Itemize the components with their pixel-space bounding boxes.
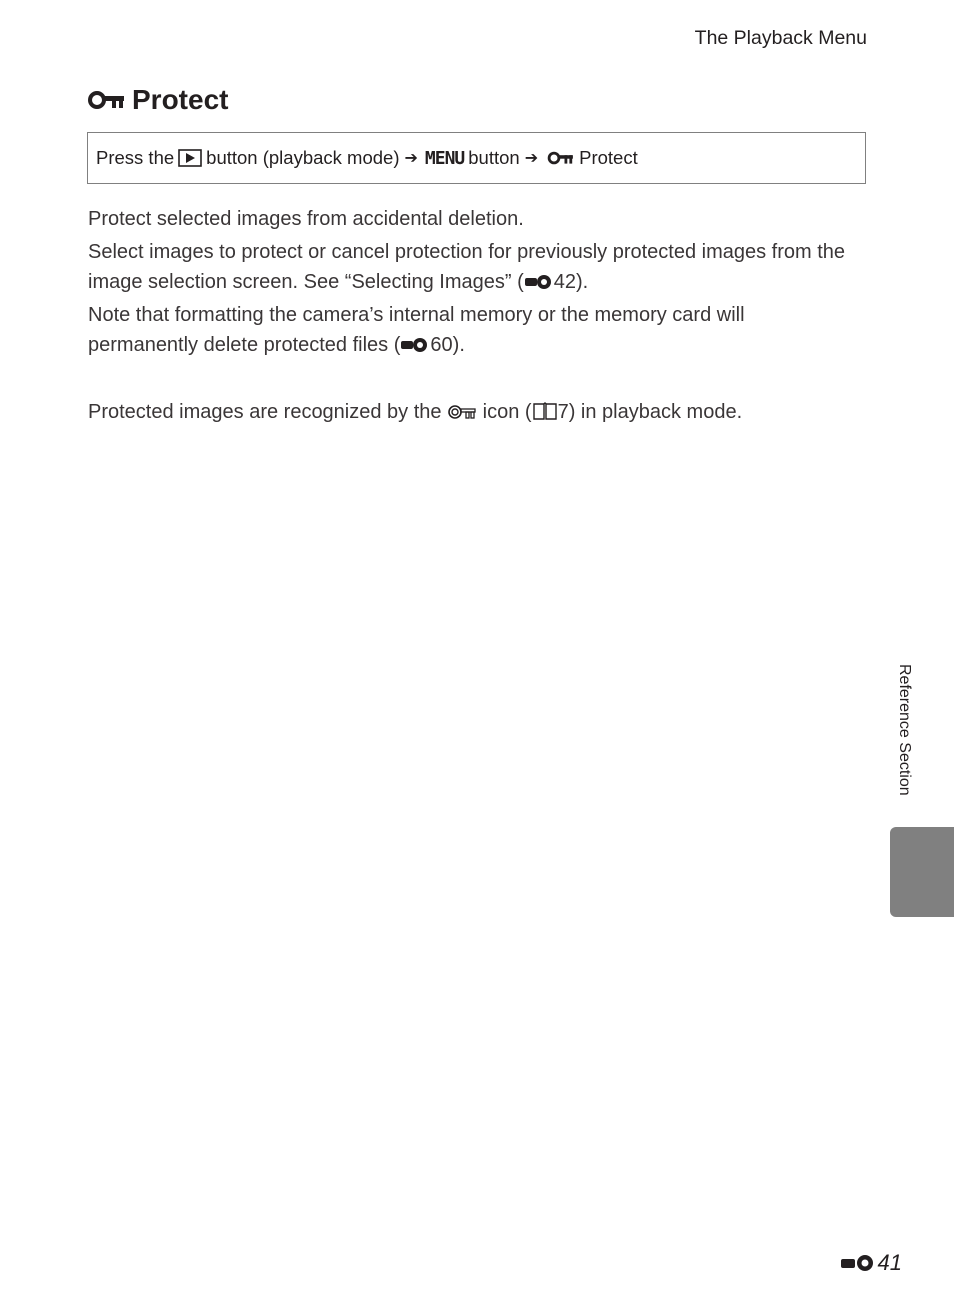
paragraph-purpose: Protect selected images from accidental deletion.	[88, 208, 524, 230]
p2-closing: ).	[576, 271, 589, 293]
reference-section-icon	[840, 1253, 876, 1273]
protect-key-icon	[88, 90, 126, 110]
paragraph-protected-icon	[88, 397, 848, 427]
running-header: The Playback Menu	[694, 27, 867, 49]
navigation-path-box	[87, 132, 866, 184]
title-text: Protect	[132, 84, 229, 115]
p4-mid: icon (	[482, 401, 532, 423]
p4-link-ref[interactable]: 7	[557, 401, 569, 423]
nav-button: button	[468, 147, 520, 168]
reference-section-icon	[524, 273, 554, 291]
side-tab-marker	[890, 827, 954, 917]
paragraph-formatting-note	[88, 300, 848, 360]
protected-image-icon	[447, 403, 477, 421]
book-reference-icon	[532, 401, 558, 421]
playback-button-icon	[178, 149, 202, 167]
arrow-right-icon: ➔	[404, 150, 418, 167]
p3-closing: ).	[452, 334, 465, 356]
nav-protect: Protect	[579, 147, 638, 168]
nav-button-playback-mode: button (playback mode)	[206, 147, 400, 168]
p4-closing: ) in playback mode.	[568, 401, 743, 423]
reference-section-icon	[400, 336, 430, 354]
p2-link-ref[interactable]: 42	[553, 271, 577, 293]
page-title	[88, 84, 228, 116]
p4-text: Protected images are recognized by the	[88, 401, 442, 423]
page-number	[840, 1250, 902, 1276]
protect-key-icon	[547, 151, 575, 165]
page-number-text: 41	[877, 1250, 902, 1275]
arrow-right-icon: ➔	[524, 150, 539, 167]
nav-press-the: Press the	[96, 147, 175, 168]
side-tab-label: Reference Section	[896, 664, 913, 796]
p3-text: Note that formatting the camera’s internal memory or the memory card will permanently delete protected files (	[88, 304, 745, 356]
menu-label: MENU	[424, 147, 465, 169]
p3-link-ref[interactable]: 60	[430, 334, 453, 356]
p2-text: Select images to protect or cancel protection for previously protected images from the image selection screen. See “Selecting Images” (	[88, 241, 846, 293]
paragraph-select-images	[88, 237, 848, 297]
